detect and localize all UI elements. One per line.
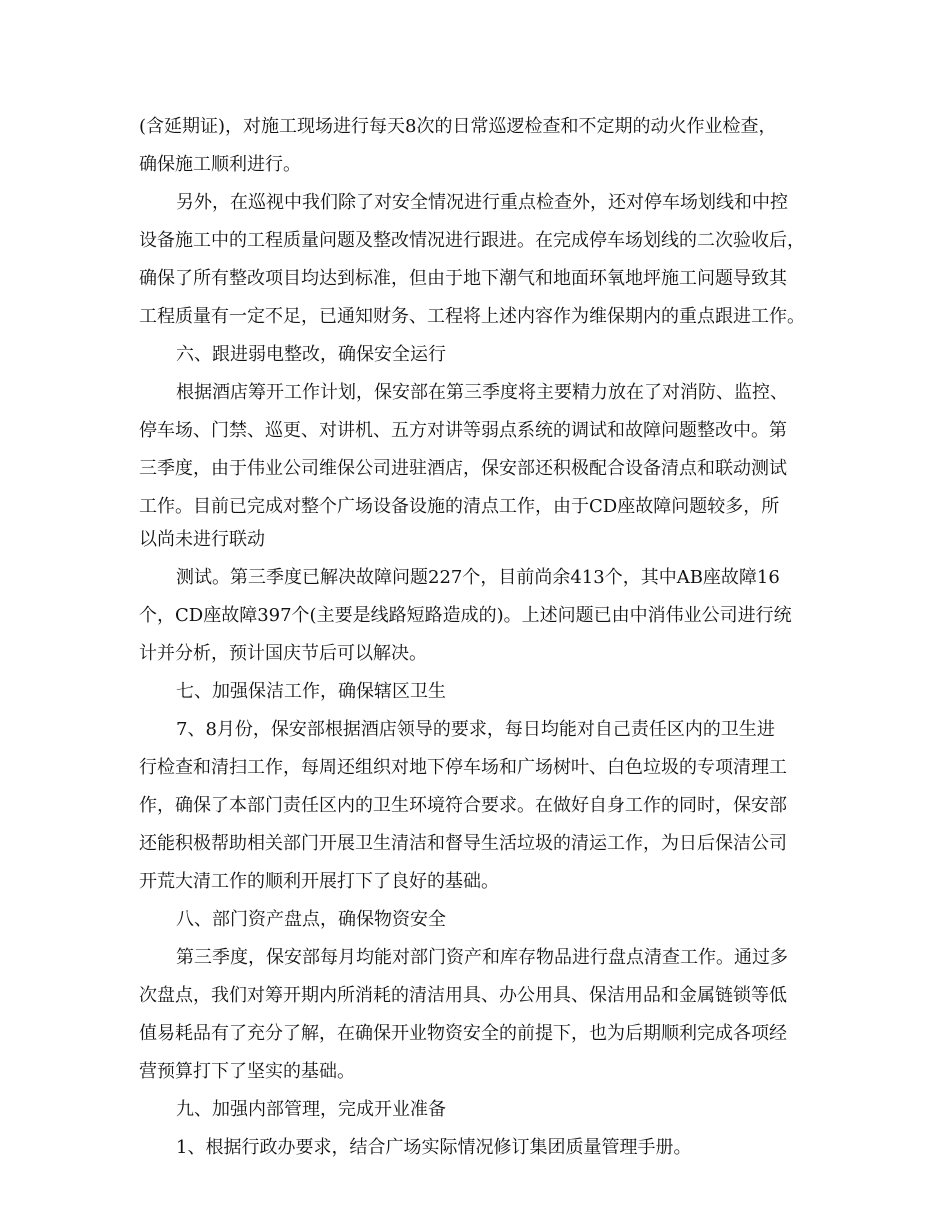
body-text-line: 确保施工顺利进行。: [139, 154, 301, 175]
body-text-line: 行检查和清扫工作，每周还组织对地下停车场和广场树叶、白色垃圾的专项清理工: [139, 757, 787, 778]
paragraph-first-line: 7、8月份，保安部根据酒店领导的要求，每日均能对自己责任区内的卫生进: [176, 719, 775, 740]
paragraph-first-line: 测试。第三季度已解决故障问题227个，目前尚余413个，其中AB座故障16: [176, 567, 780, 588]
body-text-line: 确保了所有整改项目均达到标准，但由于地下潮气和地面环氧地坪施工问题导致其: [139, 268, 787, 289]
body-text-line: 停车场、门禁、巡更、对讲机、五方对讲等弱点系统的调试和故障问题整改中。第: [139, 420, 787, 441]
section-heading: 六、跟进弱电整改，确保安全运行: [176, 344, 446, 365]
body-text-line: 三季度，由于伟业公司维保公司进驻酒店，保安部还积极配合设备清点和联动测试: [139, 458, 787, 479]
body-text-line: 开荒大清工作的顺利开展打下了良好的基础。: [139, 871, 499, 892]
body-text-line: (含延期证)，对施工现场进行每天8次的日常巡逻检查和不定期的动火作业检查，: [139, 116, 777, 137]
body-text-line: 次盘点，我们对筹开期内所消耗的清洁用具、办公用具、保洁用品和金属链锁等低: [139, 985, 787, 1006]
paragraph-first-line: 第三季度，保安部每月均能对部门资产和库存物品进行盘点清查工作。通过多: [176, 947, 788, 968]
body-text-line: 设备施工中的工程质量问题及整改情况进行跟进。在完成停车场划线的二次验收后，: [139, 230, 805, 251]
paragraph-first-line: 1、根据行政办要求，结合广场实际情况修订集团质量管理手册。: [176, 1137, 692, 1158]
body-text-line: 作，确保了本部门责任区内的卫生环境符合要求。在做好自身工作的同时，保安部: [139, 795, 787, 816]
body-text-line: 工作。目前已完成对整个广场设备设施的清点工作，由于CD座故障问题较多，所: [139, 496, 780, 517]
body-text-line: 还能积极帮助相关部门开展卫生清洁和督导生活垃圾的清运工作，为日后保洁公司: [139, 833, 787, 854]
section-heading: 八、部门资产盘点，确保物资安全: [176, 909, 446, 930]
section-heading: 七、加强保洁工作，确保辖区卫生: [176, 681, 446, 702]
section-heading: 九、加强内部管理，完成开业准备: [176, 1099, 446, 1120]
body-text-line: 以尚未进行联动: [139, 529, 265, 550]
paragraph-first-line: 另外，在巡视中我们除了对安全情况进行重点检查外，还对停车场划线和中控: [176, 192, 788, 213]
paragraph-first-line: 根据酒店筹开工作计划，保安部在第三季度将主要精力放在了对消防、监控、: [176, 382, 788, 403]
body-text-line: 计并分析，预计国庆节后可以解决。: [139, 643, 427, 664]
body-text-line: 工程质量有一定不足，已通知财务、工程将上述内容作为维保期内的重点跟进工作。: [139, 306, 805, 327]
body-text-line: 个，CD座故障397个(主要是线路短路造成的)。上述问题已由中消伟业公司进行统: [139, 605, 792, 626]
body-text-line: 营预算打下了坚实的基础。: [139, 1061, 355, 1082]
body-text-line: 值易耗品有了充分了解，在确保开业物资安全的前提下，也为后期顺利完成各项经: [139, 1023, 787, 1044]
